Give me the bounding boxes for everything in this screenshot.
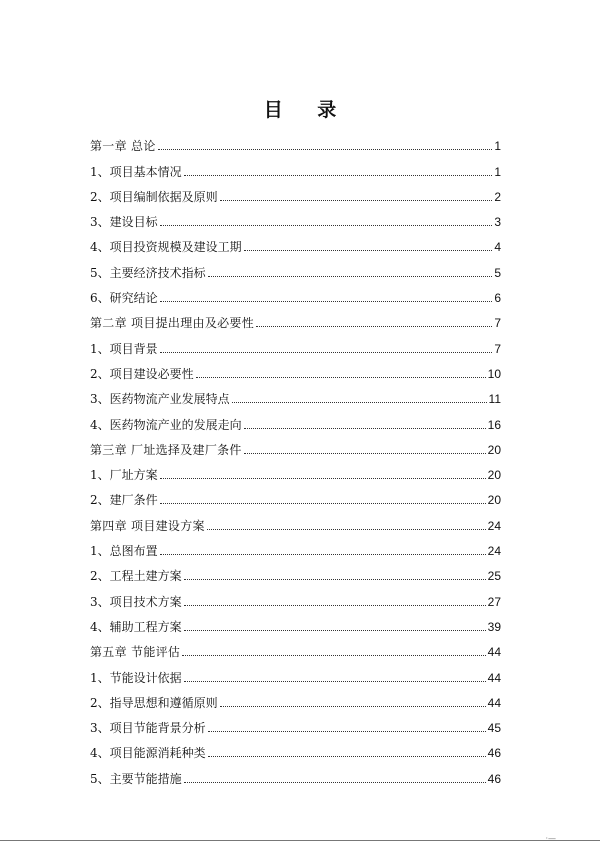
toc-entry-label: 第四章 项目建设方案 [90,518,205,533]
toc-dot-leader [208,731,486,732]
toc-entry-label: 2、指导思想和遵循原则 [90,695,218,710]
toc-section-entry[interactable] [90,280,501,305]
toc-dot-leader [160,554,486,555]
toc-page-number: 20 [487,468,501,483]
toc-page-number: 25 [487,569,501,584]
toc-page-number: 1 [494,164,501,179]
toc-section-entry[interactable] [90,558,501,583]
toc-dot-leader [244,428,486,429]
toc-page-number: 44 [487,695,501,710]
toc-dot-leader [208,276,493,277]
toc-section-entry[interactable] [90,179,501,204]
toc-chapter-entry[interactable] [90,432,501,457]
toc-section-entry[interactable] [90,735,501,760]
toc-page-number: 39 [487,619,501,634]
toc-entry-label: 6、研究结论 [90,291,158,306]
toc-page-number: 27 [487,594,501,609]
toc-page-number: 46 [487,746,501,761]
toc-dot-leader [160,478,486,479]
toc-section-entry[interactable] [90,330,501,355]
toc-page-number: 20 [487,442,501,457]
toc-chapter-entry[interactable] [90,305,501,330]
toc-entry-label: 3、项目技术方案 [90,594,182,609]
toc-page-number: 7 [494,316,501,331]
toc-entry-label: 5、主要节能措施 [90,771,182,786]
toc-dot-leader [208,756,486,757]
toc-page-number: 24 [487,518,501,533]
toc-dot-leader [220,706,486,707]
toc-page-number: 16 [487,417,501,432]
toc-entry-label: 2、项目建设必要性 [90,366,194,381]
toc-section-entry[interactable] [90,406,501,431]
toc-page-number: 3 [494,215,501,230]
toc-chapter-entry[interactable] [90,507,501,532]
toc-entry-label: 3、项目节能背景分析 [90,721,206,736]
toc-dot-leader [184,782,486,783]
toc-dot-leader [184,630,486,631]
toc-dot-leader [182,655,485,656]
toc-section-entry[interactable] [90,685,501,710]
toc-dot-leader [158,149,493,150]
toc-section-entry[interactable] [90,254,501,279]
toc-section-entry[interactable] [90,533,501,558]
toc-dot-leader [244,453,486,454]
toc-entry-label: 5、主要经济技术指标 [90,265,206,280]
toc-page-number: 46 [487,771,501,786]
footer-rule [0,840,600,841]
toc-dot-leader [184,605,486,606]
toc-dot-leader [160,225,493,226]
toc-entry-label: 3、建设目标 [90,215,158,230]
toc-entry-label: 2、项目编制依据及原则 [90,189,218,204]
toc-dot-leader [256,326,492,327]
toc-dot-leader [244,250,493,251]
toc-page-number: 7 [494,341,501,356]
toc-entry-label: 1、厂址方案 [90,468,158,483]
toc-dot-leader [160,503,486,504]
toc-entry-label: 第五章 节能评估 [90,645,181,660]
toc-page-number: 4 [494,240,501,255]
toc-page-number: 2 [494,189,501,204]
toc-section-entry[interactable] [90,760,501,785]
toc-page-number: 44 [487,670,501,685]
toc-page-number: 20 [487,493,501,508]
toc-entry-label: 1、总图布置 [90,544,158,559]
toc-dot-leader [160,301,493,302]
toc-dot-leader [184,681,486,682]
toc-entry-label: 1、节能设计依据 [90,670,182,685]
toc-page-number: 45 [487,721,501,736]
toc-page-number: 24 [487,544,501,559]
toc-page-number: 10 [487,366,501,381]
toc-page-number: 11 [488,392,501,407]
toc-section-entry[interactable] [90,356,501,381]
toc-dot-leader [196,377,486,378]
toc-entry-label: 1、项目背景 [90,341,158,356]
toc-entry-label: 4、项目能源消耗种类 [90,746,206,761]
table-of-contents [90,128,501,786]
toc-entry-label: 2、工程土建方案 [90,569,182,584]
toc-section-entry[interactable] [90,204,501,229]
toc-entry-label: 4、医药物流产业的发展走向 [90,417,242,432]
toc-section-entry[interactable] [90,583,501,608]
toc-entry-label: 4、项目投资规模及建设工期 [90,240,242,255]
toc-entry-label: 4、辅助工程方案 [90,619,182,634]
toc-entry-label: 第一章 总论 [90,139,156,154]
toc-dot-leader [232,402,487,403]
toc-dot-leader [207,529,486,530]
toc-page-number: 6 [494,291,501,306]
toc-section-entry[interactable] [90,609,501,634]
toc-chapter-entry[interactable] [90,128,501,153]
toc-dot-leader [220,200,493,201]
toc-page-number: 1 [494,139,501,154]
toc-section-entry[interactable] [90,153,501,178]
toc-entry-label: 2、建厂条件 [90,493,158,508]
toc-chapter-entry[interactable] [90,634,501,659]
toc-entry-label: 第二章 项目提出理由及必要性 [90,316,255,331]
toc-section-entry[interactable] [90,457,501,482]
toc-section-entry[interactable] [90,710,501,735]
footer-mark: ·— [545,834,556,843]
page-title: 目 录 [263,99,351,121]
toc-section-entry[interactable] [90,229,501,254]
toc-dot-leader [160,352,493,353]
toc-page-number: 5 [494,265,501,280]
toc-section-entry[interactable] [90,659,501,684]
toc-entry-label: 3、医药物流产业发展特点 [90,392,230,407]
toc-dot-leader [184,175,493,176]
toc-section-entry[interactable] [90,482,501,507]
toc-entry-label: 1、项目基本情况 [90,164,182,179]
toc-entry-label: 第三章 厂址选择及建厂条件 [90,442,242,457]
toc-section-entry[interactable] [90,381,501,406]
toc-dot-leader [184,579,486,580]
toc-page-number: 44 [487,645,501,660]
